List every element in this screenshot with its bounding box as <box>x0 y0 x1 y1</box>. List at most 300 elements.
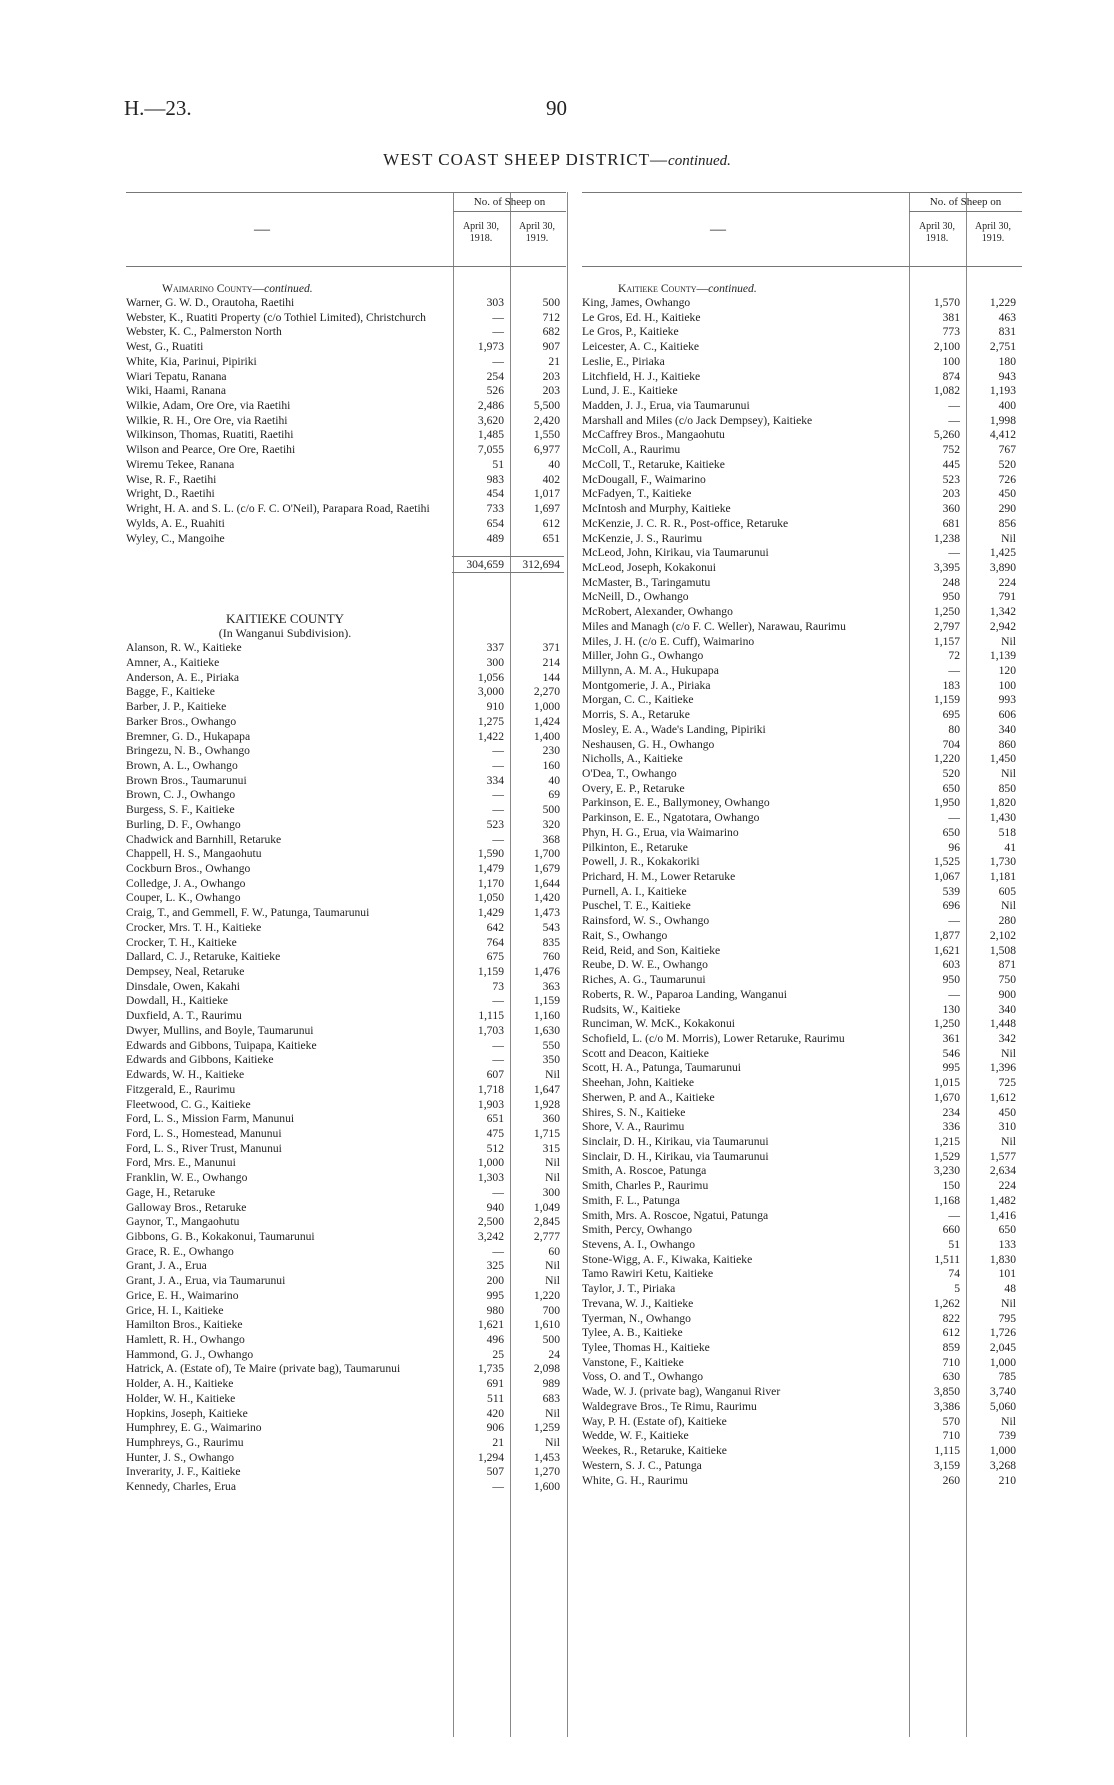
sheep-1919: 4,412 <box>989 428 1016 442</box>
sheep-1919: 1,610 <box>533 1318 560 1332</box>
table-row <box>126 1039 566 1054</box>
table-row <box>582 1474 1022 1489</box>
sheep-1919: 2,942 <box>989 619 1016 633</box>
sheep-1919: 831 <box>998 325 1016 339</box>
table-row <box>126 818 566 833</box>
sheep-1918: — <box>492 744 504 758</box>
sheep-1918: 3,159 <box>933 1458 960 1472</box>
sheep-1919: 520 <box>998 457 1016 471</box>
sheep-1919: 5,060 <box>989 1399 1016 1413</box>
table-row <box>582 1429 1022 1444</box>
sheep-1919: 1,017 <box>533 487 560 501</box>
owner-name: Rudsits, W., Kaitieke <box>582 1002 681 1016</box>
sheep-1918: 520 <box>942 767 960 780</box>
sheep-1919: 1,416 <box>989 1208 1016 1222</box>
owner-name: Miles, J. H. (c/o E. Cuff), Waimarino <box>582 634 755 648</box>
sheep-1918: 1,877 <box>933 928 960 942</box>
owner-name: Wilkinson, Thomas, Ruatiti, Raetihi <box>126 428 294 442</box>
sheep-1918: 1,429 <box>477 906 504 920</box>
sheep-1919: 6,977 <box>533 443 560 457</box>
owner-name: Brown Bros., Taumarunui <box>126 773 247 787</box>
owner-name: Shore, V. A., Raurimu <box>582 1120 685 1134</box>
owner-name: Neshausen, G. H., Owhango <box>582 737 715 751</box>
sheep-1918: — <box>492 803 504 817</box>
sheep-1919: 1,473 <box>533 906 560 920</box>
owner-name: Brown, C. J., Owhango <box>126 788 236 802</box>
table-row <box>126 340 566 355</box>
sheep-1919: 612 <box>542 516 560 530</box>
owner-name: Fitzgerald, E., Raurimu <box>126 1082 236 1096</box>
sheep-1919: 310 <box>998 1120 1016 1134</box>
owner-name: Webster, K. C., Palmerston North <box>126 325 282 339</box>
table-row <box>582 1385 1022 1400</box>
owner-name: McNeill, D., Owhango <box>582 590 689 604</box>
sheep-1918: 1,735 <box>477 1362 504 1376</box>
table-row <box>582 973 1022 988</box>
sheep-1919: 543 <box>542 920 560 934</box>
sheep-1919: 943 <box>998 369 1016 383</box>
sheep-1919: 760 <box>542 950 560 964</box>
sheep-1919: Nil <box>1001 1296 1016 1310</box>
owner-name: Warner, G. W. D., Orautoha, Raetihi <box>126 296 295 309</box>
sheep-1919: 180 <box>998 354 1016 368</box>
sheep-1919: 1,630 <box>533 1023 560 1037</box>
table-row <box>582 841 1022 856</box>
owner-name: Schofield, L. (c/o M. Morris), Lower Retaruke, Raurimu <box>582 1031 845 1045</box>
table-row <box>126 759 566 774</box>
owner-name: Leslie, E., Piriaka <box>582 354 665 368</box>
sheep-1919: 2,634 <box>989 1164 1016 1178</box>
table-row <box>126 685 566 700</box>
owner-name: Amner, A., Kaitieke <box>126 655 220 669</box>
table-row <box>126 803 566 818</box>
sheep-1918: 203 <box>942 487 960 501</box>
sheep-1918: 710 <box>942 1355 960 1369</box>
sheep-1919: 400 <box>998 399 1016 413</box>
sheep-1918: — <box>948 1208 960 1222</box>
sheep-1919: 340 <box>998 1002 1016 1016</box>
page-number: 90 <box>546 96 567 120</box>
owner-name: Miles and Managh (c/o F. C. Weller), Narawau, Raurimu <box>582 619 846 633</box>
table-row <box>582 782 1022 797</box>
owner-name: Puschel, T. E., Kaitieke <box>582 899 691 913</box>
table-row <box>126 774 566 789</box>
owner-name: Wyley, C., Mangoihe <box>126 531 225 545</box>
sheep-1918: 5 <box>954 1282 960 1296</box>
sheep-1918: 1,621 <box>933 943 960 957</box>
table-row <box>582 428 1022 443</box>
table-row <box>582 1253 1022 1268</box>
table-row <box>582 752 1022 767</box>
sheep-1918: 1,115 <box>478 1009 504 1023</box>
county-heading: KAITIEKE COUNTY <box>225 611 345 627</box>
sheep-1918: 607 <box>486 1068 504 1082</box>
sheep-1918: 1,303 <box>477 1171 504 1185</box>
sheep-1918: 5,260 <box>933 428 960 442</box>
owner-name: Stevens, A. I., Owhango <box>582 1238 696 1251</box>
sheep-1919: 224 <box>998 575 1016 589</box>
sheep-1918: 3,386 <box>933 1399 960 1413</box>
table-row <box>126 428 566 443</box>
sheep-1918: 360 <box>942 502 960 516</box>
sheep-1918: 1,570 <box>933 296 960 309</box>
table-row <box>126 700 566 715</box>
table-row <box>582 355 1022 370</box>
sheep-1918: 1,168 <box>933 1193 960 1207</box>
sheep-1918: 512 <box>486 1141 504 1155</box>
table-row <box>582 693 1022 708</box>
sheep-1919: 1,644 <box>533 876 560 890</box>
table-row <box>126 1304 566 1319</box>
sheep-1918: — <box>948 987 960 1001</box>
sheep-1919: Nil <box>545 1156 560 1170</box>
owner-name: Roberts, R. W., Paparoa Landing, Wanganui <box>582 987 787 1001</box>
table-row <box>582 458 1022 473</box>
sheep-1919: 1,420 <box>533 891 560 905</box>
sheep-1919: 2,102 <box>989 928 1016 942</box>
table-row <box>126 1407 566 1422</box>
owner-name: Humphrey, E. G., Waimarino <box>126 1421 262 1435</box>
sheep-1918: 570 <box>942 1414 960 1428</box>
owner-name: Chadwick and Barnhill, Retaruke <box>126 832 282 846</box>
sheep-1918: 1,718 <box>477 1082 504 1096</box>
table-row <box>582 1341 1022 1356</box>
sheep-1919: Nil <box>545 1068 560 1082</box>
table-row <box>126 1333 566 1348</box>
sheep-1918: 496 <box>486 1333 504 1346</box>
sheep-1919: 1,181 <box>989 870 1016 884</box>
sheep-1919: 767 <box>998 443 1016 457</box>
sheep-1918: 381 <box>942 310 960 324</box>
sheep-1919: 1,700 <box>533 847 560 861</box>
table-row <box>126 325 566 340</box>
sheep-1918: 650 <box>942 825 960 839</box>
sheep-1918: 1,157 <box>933 634 960 648</box>
owner-name: Holder, A. H., Kaitieke <box>126 1377 234 1391</box>
sheep-1919: 1,508 <box>989 943 1016 957</box>
owner-name: Lund, J. E., Kaitieke <box>582 384 678 398</box>
sheep-1918: 254 <box>486 369 504 383</box>
owner-name: Gibbons, G. B., Kokakonui, Taumarunui <box>126 1229 315 1243</box>
owner-name: Phyn, H. G., Erua, via Waimarino <box>582 825 739 839</box>
table-row <box>126 1009 566 1024</box>
owner-name: Burgess, S. F., Kaitieke <box>126 803 235 817</box>
table-row <box>582 914 1022 929</box>
sheep-1918: 995 <box>486 1288 504 1302</box>
sheep-1918: 526 <box>486 384 504 398</box>
table-row <box>126 1171 566 1186</box>
table-row <box>126 950 566 965</box>
table-row <box>582 988 1022 1003</box>
table-row <box>126 1215 566 1230</box>
sheep-1919: 871 <box>998 958 1016 972</box>
owner-name: McColl, A., Raurimu <box>582 443 681 457</box>
sheep-1918: 80 <box>948 722 960 736</box>
sheep-1918: — <box>492 1185 504 1199</box>
owner-name: Miller, John G., Owhango <box>582 649 704 663</box>
sheep-1918: 691 <box>486 1377 504 1391</box>
owner-name: Nicholls, A., Kaitieke <box>582 752 683 766</box>
sheep-1918: 630 <box>942 1370 960 1384</box>
table-row <box>582 384 1022 399</box>
owner-name: Hatrick, A. (Estate of), Te Maire (private bag), Taumarunui <box>126 1362 401 1376</box>
sheep-1918: 696 <box>942 899 960 913</box>
sheep-1919: 290 <box>998 502 1016 516</box>
sheep-1919: Nil <box>545 1259 560 1273</box>
sheep-1919: 203 <box>542 384 560 398</box>
table-row <box>582 635 1022 650</box>
table-row <box>582 870 1022 885</box>
sheep-1918: 1,422 <box>477 729 504 743</box>
sheep-1919: 1,679 <box>533 862 560 875</box>
sheep-1919: 725 <box>998 1076 1016 1090</box>
table-row <box>126 1156 566 1171</box>
owner-name: Wilkie, R. H., Ore Ore, via Raetihi <box>126 413 288 427</box>
sheep-1919: 2,045 <box>989 1341 1016 1355</box>
sheep-1918: 995 <box>942 1061 960 1075</box>
table-row <box>582 708 1022 723</box>
sheep-1918: 859 <box>942 1341 960 1355</box>
sheep-1918: 303 <box>486 296 504 309</box>
table-row <box>126 414 566 429</box>
owner-name: Smith, F. L., Patunga <box>582 1193 680 1207</box>
owner-name: Riches, A. G., Taumarunui <box>582 973 706 987</box>
sheep-1919: 1,820 <box>989 796 1016 810</box>
sheep-1919: 907 <box>542 340 560 354</box>
table-row <box>582 855 1022 870</box>
owner-name: Tylee, Thomas H., Kaitieke <box>582 1341 710 1355</box>
sheep-1918: 2,797 <box>933 619 960 633</box>
owner-name: Gaynor, T., Mangaohutu <box>126 1215 240 1229</box>
owner-name: Madden, J. J., Erua, via Taumarunui <box>582 399 750 413</box>
owner-name: Barber, J. P., Kaitieke <box>126 700 227 714</box>
sheep-1919: 1,726 <box>989 1326 1016 1340</box>
sheep-1918: 980 <box>486 1303 504 1317</box>
owner-name: Alanson, R. W., Kaitieke <box>126 641 242 655</box>
owner-name: Wade, W. J. (private bag), Wanganui River <box>582 1385 781 1399</box>
sheep-1919: 1,049 <box>533 1200 560 1214</box>
table-row <box>582 1164 1022 1179</box>
sheep-1918: — <box>492 1038 504 1052</box>
sheep-1919: 21 <box>548 354 560 368</box>
owner-name: Marshall and Miles (c/o Jack Dempsey), Kaitieke <box>582 413 813 427</box>
left-column <box>126 192 566 1495</box>
sheep-1919: 100 <box>998 678 1016 692</box>
table-row <box>126 1377 566 1392</box>
owner-name: McDougall, F., Waimarino <box>582 472 706 486</box>
sheep-1919: 518 <box>998 825 1016 839</box>
sheep-1919: 989 <box>542 1377 560 1391</box>
owner-name: Smith, A. Roscoe, Patunga <box>582 1164 707 1178</box>
owner-name: Sherwen, P. and A., Kaitieke <box>582 1090 715 1104</box>
table-row <box>582 1400 1022 1415</box>
sheep-1919: 1,000 <box>989 1355 1016 1369</box>
sheep-1919: 1,270 <box>533 1465 560 1479</box>
sheep-1918: — <box>492 832 504 846</box>
sheep-1918: 260 <box>942 1473 960 1487</box>
owner-name: Edwards, W. H., Kaitieke <box>126 1068 245 1082</box>
owner-name: Hunter, J. S., Owhango <box>126 1450 235 1464</box>
owner-name: Vanstone, F., Kaitieke <box>582 1355 684 1369</box>
sheep-1918: 1,000 <box>477 1156 504 1170</box>
sheep-1919: 363 <box>542 979 560 993</box>
sheep-1919: Nil <box>1001 899 1016 913</box>
sheep-1919: 700 <box>542 1303 560 1317</box>
sheep-1918: 752 <box>942 443 960 457</box>
table-row <box>126 443 566 458</box>
owner-name: Wright, D., Raetihi <box>126 487 215 501</box>
sheep-1918: 650 <box>942 781 960 795</box>
sheep-1919: 2,098 <box>533 1362 560 1376</box>
sheep-1919: 1,229 <box>989 296 1016 309</box>
sheep-1919: 1,928 <box>533 1097 560 1111</box>
table-row <box>582 1223 1022 1238</box>
sheep-1918: 325 <box>486 1259 504 1273</box>
sheep-1919: Nil <box>1001 767 1016 780</box>
left-rows-waimarino <box>126 296 566 546</box>
sheep-1918: — <box>948 914 960 928</box>
table-row <box>582 311 1022 326</box>
sheep-1919: 795 <box>998 1311 1016 1325</box>
sheep-1919: 69 <box>548 788 560 802</box>
table-row <box>582 767 1022 782</box>
sheep-1918: 1,056 <box>477 670 504 684</box>
sheep-1919: 739 <box>998 1429 1016 1443</box>
table-row <box>582 532 1022 547</box>
sheep-1918: 3,395 <box>933 560 960 574</box>
owner-name: McLeod, John, Kirikau, via Taumarunui <box>582 546 769 560</box>
sheep-1919: 856 <box>998 516 1016 530</box>
table-row <box>126 532 566 547</box>
section-heading: Waimarino County—continued. <box>162 282 313 295</box>
owner-name: Crocker, T. H., Kaitieke <box>126 935 237 949</box>
table-row <box>582 1370 1022 1385</box>
sheep-1919: 350 <box>542 1053 560 1067</box>
sheep-1919: Nil <box>545 1436 560 1450</box>
sheep-1918: 100 <box>942 354 960 368</box>
sheep-1918: 74 <box>948 1267 960 1281</box>
owner-name: Dinsdale, Owen, Kakahi <box>126 979 240 993</box>
owner-name: King, James, Owhango <box>582 296 691 309</box>
table-row <box>582 679 1022 694</box>
table-row <box>126 862 566 877</box>
sheep-1919: 1,000 <box>989 1444 1016 1458</box>
sheep-1919: 683 <box>542 1391 560 1405</box>
sheep-1918: 489 <box>486 531 504 545</box>
table-row <box>126 399 566 414</box>
sheep-1919: Nil <box>545 1406 560 1420</box>
table-row <box>126 296 566 311</box>
owner-name: McIntosh and Murphy, Kaitieke <box>582 502 731 516</box>
sheep-1919: 214 <box>542 655 560 669</box>
sheep-1919: 320 <box>542 817 560 831</box>
sheep-1918: 539 <box>942 884 960 898</box>
sheep-1918: — <box>492 310 504 324</box>
owner-name: Wright, H. A. and S. L. (c/o F. C. O'Neil), Parapara Road, Raetihi <box>126 502 430 516</box>
sheep-1919: 360 <box>542 1112 560 1126</box>
sheep-1919: 500 <box>542 296 560 309</box>
sheep-1918: 1,621 <box>477 1318 504 1332</box>
sheep-1919: 1,400 <box>533 729 560 743</box>
sheep-1918: 704 <box>942 737 960 751</box>
table-row <box>126 891 566 906</box>
table-row <box>126 1053 566 1068</box>
sheep-1918: 1,275 <box>477 714 504 728</box>
sheep-1918: 3,620 <box>477 413 504 427</box>
sheep-1919: 1,424 <box>533 714 560 728</box>
sheep-1919: 2,270 <box>533 685 560 699</box>
table-row <box>582 1326 1022 1341</box>
owner-name: Tylee, A. B., Kaitieke <box>582 1326 683 1340</box>
sheep-1919: 160 <box>542 758 560 772</box>
table-row <box>582 1194 1022 1209</box>
sheep-1919: 1,830 <box>989 1252 1016 1266</box>
owner-name: Duxfield, A. T., Raurimu <box>126 1009 242 1023</box>
sheep-1918: 1,670 <box>933 1090 960 1104</box>
sheep-1919: Nil <box>1001 1414 1016 1428</box>
sheep-1919: 835 <box>542 935 560 949</box>
table-row <box>582 1120 1022 1135</box>
sheep-1918: 1,238 <box>933 531 960 545</box>
sheep-1919: 3,268 <box>989 1458 1016 1472</box>
table-row <box>126 1362 566 1377</box>
owner-name: Pilkinton, E., Retaruke <box>582 840 688 854</box>
sheep-1918: 733 <box>486 502 504 516</box>
sheep-1919: 650 <box>998 1223 1016 1237</box>
table-row <box>126 833 566 848</box>
sheep-1918: 72 <box>948 649 960 663</box>
owner-name: Galloway Bros., Retaruke <box>126 1200 247 1214</box>
owner-name: Tyerman, N., Owhango <box>582 1311 691 1325</box>
table-row <box>126 730 566 745</box>
sheep-1918: 334 <box>486 773 504 787</box>
owner-name: Reid, Reid, and Son, Kaitieke <box>582 943 721 957</box>
sheep-1918: 3,242 <box>477 1229 504 1243</box>
sheep-1919: 1,160 <box>533 1009 560 1023</box>
table-row <box>126 1465 566 1480</box>
table-row <box>126 311 566 326</box>
sheep-1918: 906 <box>486 1421 504 1435</box>
sheep-1919: Nil <box>545 1171 560 1185</box>
owner-name: Grice, E. H., Waimarino <box>126 1288 239 1302</box>
table-row <box>582 1106 1022 1121</box>
owner-name: Grace, R. E., Owhango <box>126 1244 234 1258</box>
owner-name: Colledge, J. A., Owhango <box>126 876 246 890</box>
table-row <box>126 1274 566 1289</box>
sheep-1918: 1,262 <box>933 1296 960 1310</box>
table-row <box>126 1348 566 1363</box>
sheep-1919: 785 <box>998 1370 1016 1384</box>
sheep-1919: 2,777 <box>533 1229 560 1243</box>
sheep-1919: 210 <box>998 1473 1016 1487</box>
owner-name: Hamlett, R. H., Owhango <box>126 1333 245 1346</box>
table-row <box>582 1076 1022 1091</box>
sheep-1919: 726 <box>998 472 1016 486</box>
sheep-1918: 361 <box>942 1031 960 1045</box>
sheep-1918: 910 <box>486 700 504 714</box>
table-row <box>582 1356 1022 1371</box>
sheep-1918: 248 <box>942 575 960 589</box>
owner-name: Webster, K., Ruatiti Property (c/o Tothiel Limited), Christchurch <box>126 310 426 324</box>
header-1919: April 30, 1919. <box>974 221 1012 244</box>
sheep-1918: 822 <box>942 1311 960 1325</box>
owner-name: Taylor, J. T., Piriaka <box>582 1282 676 1296</box>
sheep-1918: — <box>948 399 960 413</box>
sheep-1918: 1,485 <box>477 428 504 442</box>
owner-name: Crocker, Mrs. T. H., Kaitieke <box>126 920 262 934</box>
owner-name: Dallard, C. J., Retaruke, Kaitieke <box>126 950 281 964</box>
owner-name: Holder, W. H., Kaitieke <box>126 1391 236 1405</box>
